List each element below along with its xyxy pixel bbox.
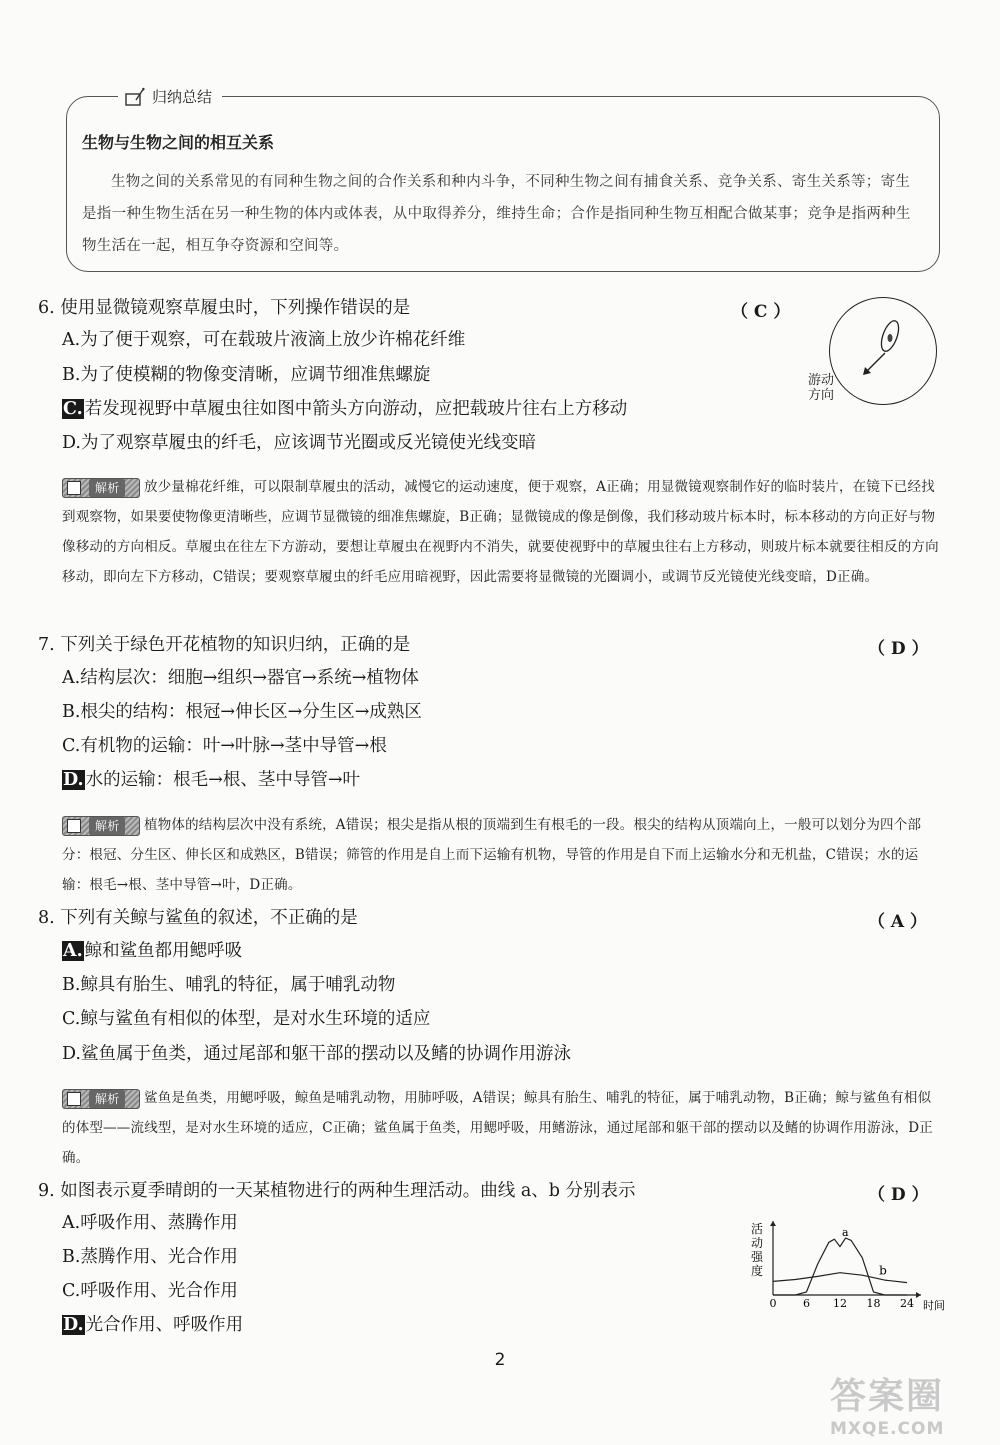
option-text: 为了便于观察，可在载玻片液滴上放少许棉花纤维 <box>80 330 466 350</box>
option-letter: B. <box>62 975 81 995</box>
option-row-marked <box>62 394 627 424</box>
paramecium-arrow-icon <box>830 298 935 403</box>
analysis-tag <box>62 1089 140 1109</box>
summary-body: 生物之间的关系常见的有同种生物之间的合作关系和种内斗争，不同种生物之间有捕食关系、竞争关系、寄生关系等；寄生是指一种生物生活在另一种生物的体内或体表，从中取得养分，维持生命；合作是指同种生物互相配合做某事；竞争是指两种生物生活在一起，相互争夺资源和空间等。 <box>82 174 911 254</box>
option-row <box>62 1242 238 1272</box>
option-text: 根尖的结构：根冠→伸长区→分生区→成熟区 <box>80 702 422 722</box>
option-row <box>62 970 395 1000</box>
page-number: 2 <box>494 1350 506 1370</box>
x-axis-arrow <box>916 1292 921 1298</box>
option-text: 有机物的运输：叶→叶脉→茎中导管→根 <box>80 736 387 756</box>
option-text: 为了观察草履虫的纤毛，应该调节光圈或反光镜使光线变暗 <box>80 433 536 453</box>
document-icon <box>67 819 81 833</box>
option-text: 蒸腾作用、光合作用 <box>80 1247 238 1267</box>
chart-series <box>773 1238 907 1295</box>
option-text: 为了使模糊的物像变清晰，应调节细准焦螺旋 <box>80 365 431 385</box>
option-row <box>62 1208 238 1238</box>
y-axis-label-char: 动 <box>751 1236 764 1250</box>
analysis-text: 植物体的结构层次中没有系统，A错误；根尖是指从根的顶端到生有根毛的一段。根尖的结构从顶端向上，一般可以划分为四个部分：根冠、分生区、伸长区和成熟区，B错误；筛管的作用是自上而下运输有机物，导管的作用是自下而上运输水分和无机盐，C错误；水的运输：根毛→根、茎中导管→叶，D正确。 <box>62 817 922 893</box>
microscope-field-figure <box>829 297 937 405</box>
question-6-stem: 6. 使用显微镜观察草履虫时，下列操作错误的是 <box>38 298 411 318</box>
option-text: 鲨鱼属于鱼类，通过尾部和躯干部的摆动以及鳍的协调作用游泳 <box>80 1044 571 1064</box>
option-row <box>62 1004 430 1034</box>
option-row <box>62 325 465 355</box>
option-letter-marked: C. <box>63 399 83 419</box>
question-8-answer: （ A ） <box>868 912 928 932</box>
document-icon <box>67 1092 81 1106</box>
option-letter: A. <box>62 668 81 688</box>
option-row <box>62 697 422 727</box>
question-8-stem: 8. 下列有关鲸与鲨鱼的叙述，不正确的是 <box>38 908 358 928</box>
document-icon <box>67 481 81 495</box>
option-row <box>62 663 419 693</box>
analysis-tag-label: 解析 <box>89 817 125 835</box>
series-label-a: a <box>842 1225 849 1239</box>
option-letter: D. <box>62 1044 81 1064</box>
option-letter-marked: D. <box>63 1315 84 1335</box>
option-text: 水的运输：根毛→根、茎中导管→叶 <box>85 770 360 790</box>
x-tick-label: 6 <box>803 1297 810 1310</box>
x-tick-label: 18 <box>866 1297 881 1310</box>
option-row <box>62 428 536 458</box>
option-letter: C. <box>62 1281 81 1301</box>
question-9-stem: 9. 如图表示夏季晴朗的一天某植物进行的两种生理活动。曲线 a、b 分别表示 <box>38 1181 636 1201</box>
option-letter: C. <box>62 1009 81 1029</box>
analysis-tag <box>62 478 140 498</box>
option-letter: B. <box>62 365 81 385</box>
option-text: 呼吸作用、蒸腾作用 <box>80 1213 238 1233</box>
x-tick-label: 12 <box>833 1297 847 1310</box>
option-text: 鲸与鲨鱼有相似的体型，是对水生环境的适应 <box>80 1009 431 1029</box>
option-row-marked <box>62 765 360 795</box>
question-8-analysis <box>62 1083 942 1173</box>
figure-label-line: 方向 <box>808 388 835 403</box>
option-row <box>62 360 430 390</box>
option-text: 鲸具有胎生、哺乳的特征，属于哺乳动物 <box>80 975 396 995</box>
option-letter-marked: D. <box>63 770 84 790</box>
question-7-stem: 7. 下列关于绿色开花植物的知识归纳，正确的是 <box>38 635 411 655</box>
option-text: 鲸和鲨鱼都用鳃呼吸 <box>84 941 243 961</box>
option-text: 结构层次：细胞→组织→器官→系统→植物体 <box>80 668 419 688</box>
analysis-tag <box>62 816 140 836</box>
option-row-marked <box>62 1310 243 1340</box>
question-9-answer: （ D ） <box>868 1185 929 1205</box>
figure-label-line: 游动 <box>808 373 835 388</box>
summary-title: 生物与生物之间的相互关系 <box>82 133 275 152</box>
analysis-tag-label: 解析 <box>89 1090 125 1108</box>
question-7-answer: （ D ） <box>868 639 929 659</box>
question-7-analysis <box>62 810 942 900</box>
y-axis-label-char: 度 <box>751 1264 764 1278</box>
y-axis-label-char: 强 <box>751 1250 764 1264</box>
series-label-b: b <box>879 1263 887 1278</box>
summary-tab <box>118 84 222 110</box>
x-tick-label: 24 <box>900 1297 914 1310</box>
option-row <box>62 731 387 761</box>
option-letter-marked: A. <box>63 941 83 961</box>
watermark <box>830 1375 995 1439</box>
option-text: 呼吸作用、光合作用 <box>80 1281 238 1301</box>
option-text: 光合作用、呼吸作用 <box>85 1315 244 1335</box>
analysis-text: 放少量棉花纤维，可以限制草履虫的活动，减慢它的运动速度，便于观察，A正确；用显微镜观察制作好的临时装片，在镜下已经找到观察物，如果要使物像更清晰些，应调节显微镜的细准焦螺旋，B正确；显微镜成的像是倒像，我们移动玻片标本时，标本移动的方向正好与物像移动的方向相反。草履虫在往左下方游动，要想让草履虫在视野内不消失，就要使视野中的草履虫往右上方移动，则玻片标本就要往相反的方向移动，即向左下方移动，C错误；要观察草履虫的纤毛应用暗视野，因此需要将显微镜的光圈调小，或调节反光镜使光线变暗，D正确。 <box>62 479 939 585</box>
option-row-marked <box>62 936 242 966</box>
option-letter: B. <box>62 702 81 722</box>
option-letter: C. <box>62 736 81 756</box>
option-letter: D. <box>62 433 81 453</box>
option-letter: A. <box>62 1213 81 1233</box>
summary-tab-label: 归纳总结 <box>152 88 213 106</box>
notebook-pen-icon <box>124 86 146 108</box>
series-line-a <box>773 1238 907 1295</box>
analysis-tag-label: 解析 <box>89 479 125 497</box>
watermark-url: MXQE.COM <box>830 1419 945 1439</box>
option-text: 若发现视野中草履虫往如图中箭头方向游动，应把载玻片往右上方移动 <box>84 399 628 419</box>
analysis-text: 鲨鱼是鱼类，用鳃呼吸，鲸鱼是哺乳动物，用肺呼吸，A错误；鲸具有胎生、哺乳的特征，属于哺乳动物，B正确；鲸与鲨鱼有相似的体型——流线型，是对水生环境的适应，C正确；鲨鱼属于鱼类，用鳃呼吸，用鳍游泳，通过尾部和躯干部的摆动以及鳍的协调作用游泳，D正确。 <box>62 1090 933 1166</box>
figure-label <box>808 373 834 403</box>
y-axis-arrow <box>770 1221 776 1226</box>
series-line-b <box>773 1273 907 1283</box>
y-axis-label-char: 活 <box>751 1222 764 1236</box>
x-tick-label: 0 <box>769 1297 777 1310</box>
option-letter: B. <box>62 1247 81 1267</box>
watermark-logo: 答案圈 <box>830 1376 945 1417</box>
activity-intensity-chart <box>745 1215 945 1320</box>
question-6-answer: （ C ） <box>731 302 791 322</box>
option-row <box>62 1276 238 1306</box>
option-letter: A. <box>62 330 81 350</box>
option-row <box>62 1039 571 1069</box>
chart-labels <box>751 1222 945 1312</box>
question-6-analysis <box>62 472 942 592</box>
x-axis-label: 时间 <box>923 1299 945 1312</box>
